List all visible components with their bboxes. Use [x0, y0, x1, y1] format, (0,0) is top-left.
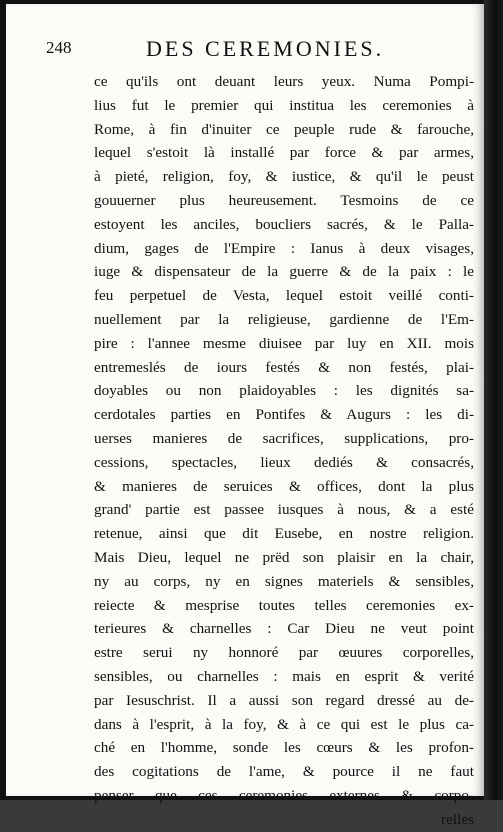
text-line: & manieres de seruices & offices, dont la plus	[94, 477, 474, 495]
page-header	[46, 34, 466, 68]
text-line: ny au corps, ny en signes materiels & sensibles,	[94, 572, 474, 590]
text-line: estoyent les anciles, boucliers sacrés, & le Palla-	[94, 215, 474, 233]
text-line: lius fut le premier qui institua les ceremonies à	[94, 96, 474, 114]
text-line: lequel s'estoit là installé par force & par armes,	[94, 144, 474, 162]
body-text	[94, 70, 474, 832]
text-line: à pieté, religion, foy, & iustice, & qu'il le peust	[94, 168, 474, 186]
text-line: par Iesuschrist. Il a aussi son regard dressé au de-	[94, 691, 474, 709]
text-line: entremeslés de iours festés & non festés, plai-	[94, 358, 474, 376]
text-line: penser que ces ceremonies externes & corpo-	[94, 786, 474, 804]
text-line: estre serui ny honnoré par œuures corporelles,	[94, 644, 474, 662]
text-line: Mais Dieu, lequel ne prëd son plaisir en la chair,	[94, 548, 474, 566]
text-line: uerses manieres de sacrifices, supplications, pro-	[94, 429, 474, 447]
text-line: Rome, à fin d'inuiter ce peuple rude & farouche,	[94, 120, 474, 138]
text-line: pire : l'annee mesme diuisee par luy en XII. mois	[94, 334, 474, 352]
text-line: dans à l'esprit, à la foy, & à ce qui est le plus ca-	[94, 715, 474, 733]
text-line: iuge & dispensateur de la guerre & de la paix : le	[94, 263, 474, 281]
book-spine	[484, 0, 503, 800]
text-line: dium, gages de l'Empire : Ianus à deux visages,	[94, 239, 474, 257]
text-line: grand' partie est passee iusques à nous, & a esté	[94, 501, 474, 519]
text-line: doyables ou non plaidoyables : les dignités sa-	[94, 382, 474, 400]
text-line: nuellement par la religieuse, gardienne de l'Em-	[94, 310, 474, 328]
text-line: cerdotales parties en Pontifes & Augurs : les di-	[94, 406, 474, 424]
text-line: retenue, ainsi que dit Eusebe, en nostre religion.	[94, 525, 474, 543]
text-line: des cogitations de l'ame, & pource il ne faut	[94, 763, 474, 781]
text-line: ché en l'homme, sonde les cœurs & les profon-	[94, 739, 474, 757]
text-line: gouuerner plus heureusement. Tesmoins de ce	[94, 191, 474, 209]
text-line: cessions, spectacles, lieux dediés & consacrés,	[94, 453, 474, 471]
text-line: ce qu'ils ont deuant leurs yeux. Numa Pompi-	[94, 73, 474, 90]
book-page	[6, 4, 484, 828]
running-title: DES CEREMONIES.	[146, 36, 385, 61]
text-line: relles	[441, 810, 474, 828]
text-line: terieures & charnelles : Car Dieu ne veut point	[94, 620, 474, 638]
text-line: reiecte & mesprise toutes telles ceremonies ex-	[94, 596, 474, 614]
text-line: feu perpetuel de Vesta, lequel estoit veillé conti-	[94, 287, 474, 305]
page-number: 248	[46, 38, 72, 57]
text-line: sensibles, ou charnelles : mais en esprit & verité	[94, 667, 474, 685]
